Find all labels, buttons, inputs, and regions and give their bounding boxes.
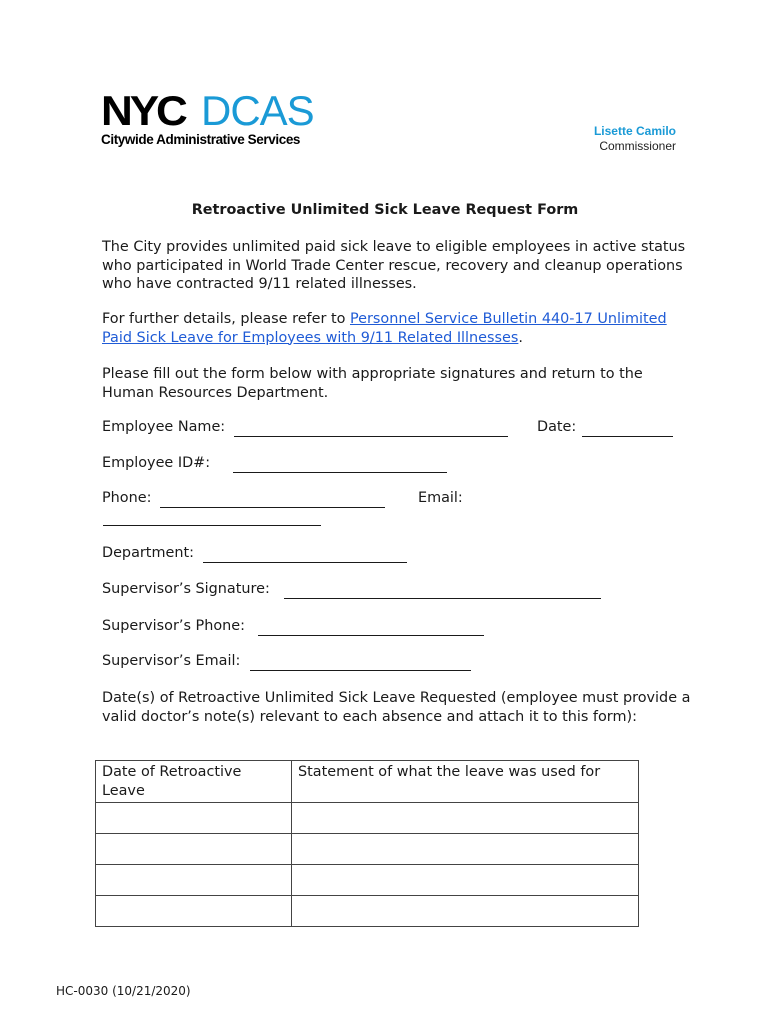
date-cell[interactable]: [96, 803, 292, 834]
employee-id-field[interactable]: [233, 472, 447, 473]
supervisor-signature-field[interactable]: [284, 598, 601, 599]
header-date-of-leave: Date of Retroactive Leave: [96, 761, 292, 803]
table-row: [96, 834, 639, 865]
statement-cell[interactable]: [292, 896, 639, 927]
employee-name-label: Employee Name:: [102, 419, 226, 435]
phone-label: Phone:: [102, 490, 152, 506]
details-suffix: .: [518, 329, 523, 346]
logo-nyc-text: NYC: [101, 87, 185, 134]
table-row: [96, 865, 639, 896]
supervisor-email-label: Supervisor’s Email:: [102, 653, 241, 669]
form-code: HC-0030 (10/21/2020): [56, 984, 191, 998]
supervisor-phone-label: Supervisor’s Phone:: [102, 618, 245, 634]
leave-dates-table: [95, 760, 639, 927]
date-cell[interactable]: [96, 896, 292, 927]
intro-paragraph: The City provides unlimited paid sick leave to eligible employees in active status who participated in World Trade Center rescue, recovery and cleanup operations who have contracted 9/11 related illnesses.: [102, 239, 686, 292]
form-title: Retroactive Unlimited Sick Leave Request Form: [191, 202, 579, 218]
commissioner-name: Lisette Camilo: [593, 124, 676, 138]
supervisor-signature-label: Supervisor’s Signature:: [102, 581, 270, 597]
commissioner-title: Commissioner: [599, 139, 676, 153]
date-cell[interactable]: [96, 865, 292, 896]
email-label: Email:: [418, 490, 463, 506]
logo-subtitle: Citywide Administrative Services: [101, 132, 301, 147]
employee-id-label: Employee ID#:: [102, 455, 211, 471]
supervisor-email-field[interactable]: [250, 670, 471, 671]
statement-cell[interactable]: [292, 834, 639, 865]
date-label: Date:: [537, 419, 577, 435]
header-statement: Statement of what the leave was used for: [292, 761, 639, 803]
dates-prompt: Date(s) of Retroactive Unlimited Sick Leave Requested (employee must provide a valid doctor’s note(s) relevant to each absence and attach it to this form):: [102, 690, 691, 725]
department-label: Department:: [102, 545, 194, 561]
logo-dcas-text: DCAS: [201, 87, 314, 134]
dcas-logo: [101, 87, 331, 151]
statement-cell[interactable]: [292, 865, 639, 896]
date-field[interactable]: [582, 436, 673, 437]
commissioner-block: [594, 124, 676, 154]
email-field[interactable]: [103, 525, 321, 526]
psb-link[interactable]: Personnel Service Bulletin 440-17 Unlimited Paid Sick Leave for Employees with 9/11 Related Illnesses: [102, 311, 667, 346]
department-field[interactable]: [203, 562, 407, 563]
details-prefix: For further details, please refer to: [102, 311, 350, 327]
statement-cell[interactable]: [292, 803, 639, 834]
supervisor-phone-field[interactable]: [258, 635, 484, 636]
table-header-row: [96, 761, 639, 803]
employee-name-field[interactable]: [234, 436, 508, 437]
table-row: [96, 803, 639, 834]
table-row: [96, 896, 639, 927]
instructions-paragraph: Please fill out the form below with appropriate signatures and return to the Human Resources Department.: [102, 366, 643, 401]
date-cell[interactable]: [96, 834, 292, 865]
details-paragraph: [102, 310, 692, 347]
phone-field[interactable]: [160, 507, 385, 508]
